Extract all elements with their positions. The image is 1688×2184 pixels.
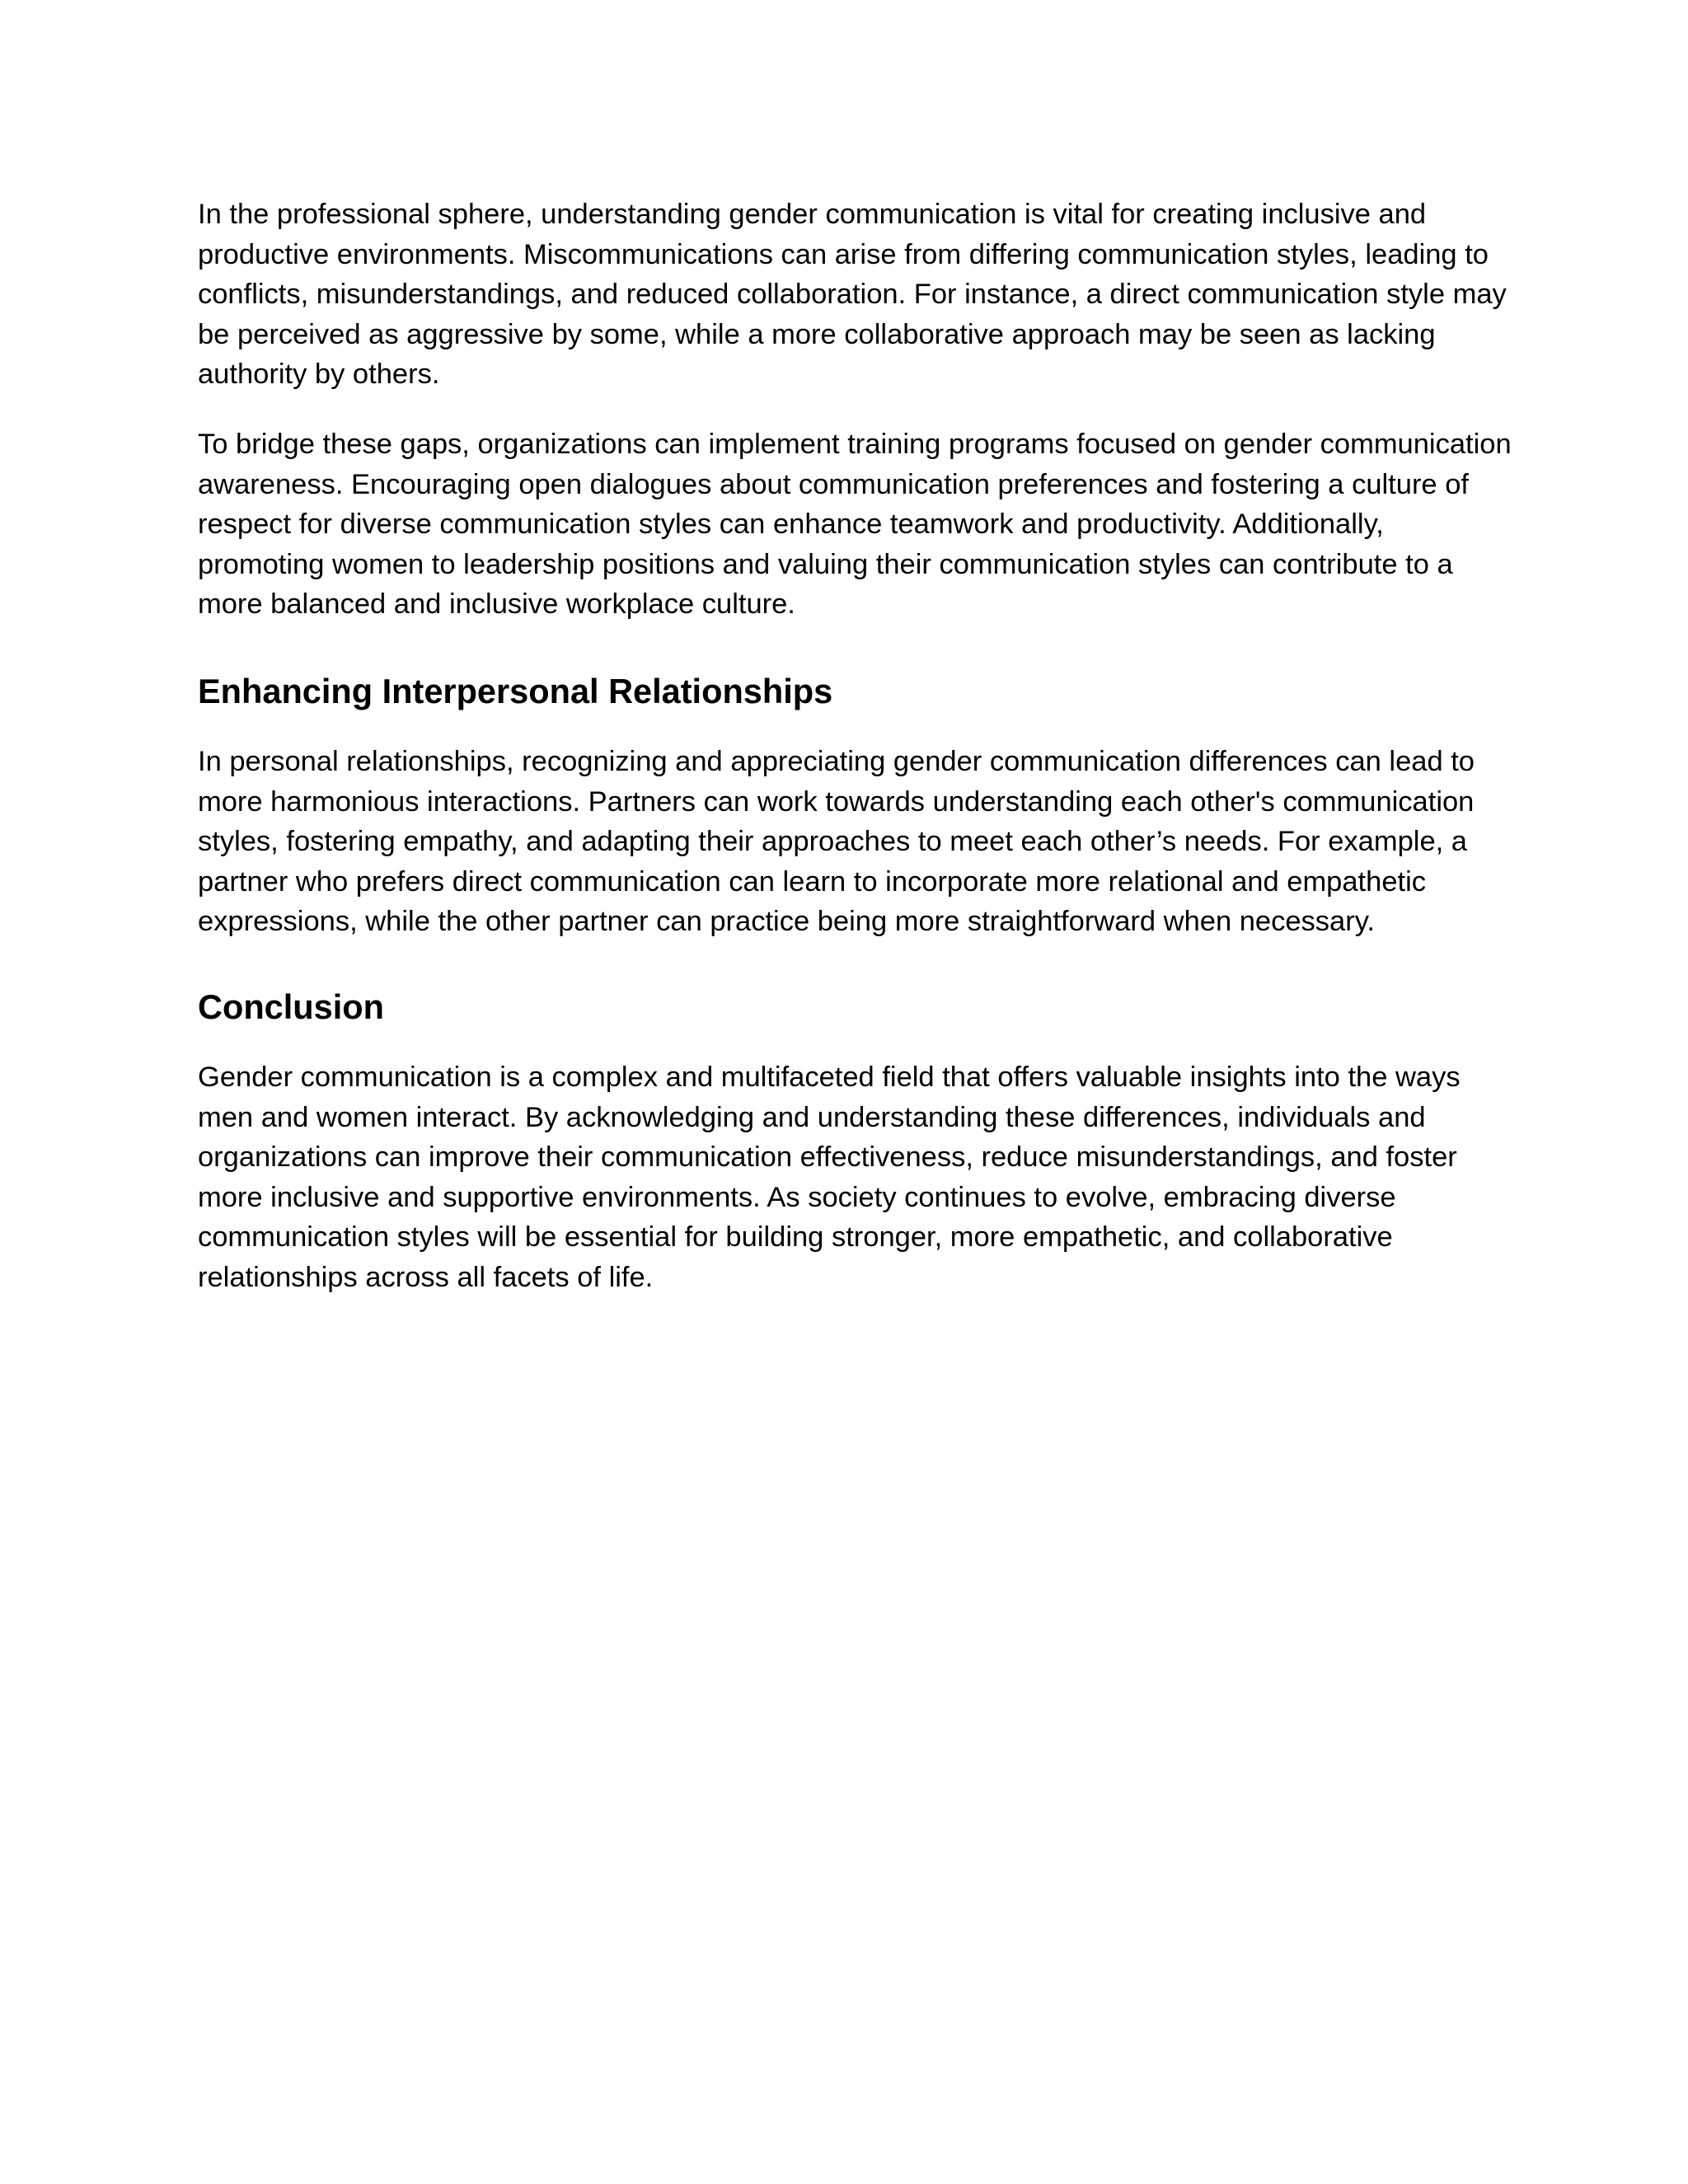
paragraph-personal-relationships: In personal relationships, recognizing and appreciating gender communication differences can lead to more harmonious interactions. Partners can work towards understanding each other's communication styles, fostering empathy, and adapting their approaches to meet each other’s needs. For example, a partner who prefers direct communication can learn to incorporate more relational and empathetic expressions, while the other partner can practice being more straightforward when necessary. xyxy=(198,745,1475,938)
paragraph-bridge-gaps: To bridge these gaps, organizations can implement training programs focused on gender communication awareness. Encouraging open dialogues about communication preferences and fostering a culture of respect for diverse communication styles can enhance teamwork and productivity. Additionally, promoting women to leadership positions and valuing their communication styles can contribute to a more balanced and inclusive workplace culture. xyxy=(198,428,1512,621)
document-body xyxy=(198,194,1517,1297)
section-heading-conclusion: Conclusion xyxy=(198,987,384,1026)
section-heading-interpersonal: Enhancing Interpersonal Relationships xyxy=(198,671,833,710)
paragraph-professional-sphere: In the professional sphere, understanding gender communication is vital for creating inclusive and productive environments. Miscommunications can arise from differing communication styles, leading to conflicts, misunderstandings, and reduced collaboration. For instance, a direct communication style may be perceived as aggressive by some, while a more collaborative approach may be seen as lacking authority by others. xyxy=(198,199,1507,391)
paragraph-conclusion: Gender communication is a complex and multifaceted field that offers valuable insights into the ways men and women interact. By acknowledging and understanding these differences, individuals and organizations can improve their communication effectiveness, reduce misunderstandings, and foster more inclusive and supportive environments. As society continues to evolve, embracing diverse communication styles will be essential for building stronger, more empathetic, and collaborative relationships across all facets of life. xyxy=(198,1061,1461,1293)
